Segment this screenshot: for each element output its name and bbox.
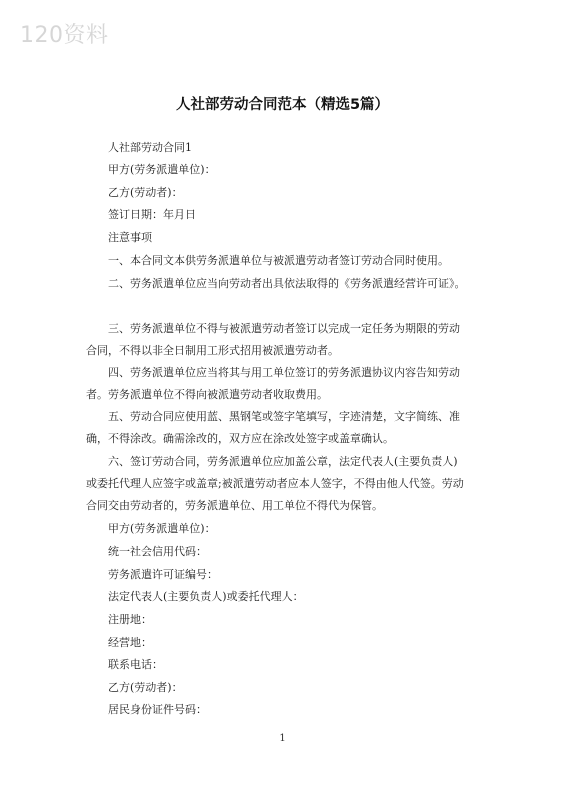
license-number-label: 劳务派遣许可证编号： — [108, 568, 218, 581]
party-a-form-label: 甲方(劳务派遣单位)： — [108, 522, 216, 535]
note-6-line-3: 合同交由劳动者的，劳务派遣单位、用工单位不得代为保管。 — [86, 499, 383, 512]
party-b-label: 乙方(劳动者)： — [108, 186, 183, 199]
note-3-line-2: 合同，不得以非全日制用工形式招用被派遣劳动者。 — [86, 344, 339, 357]
contract-heading: 人社部劳动合同1 — [108, 141, 192, 154]
note-4-line-2: 者。劳务派遣单位不得向被派遣劳动者收取费用。 — [86, 388, 328, 401]
sign-date-label: 签订日期：年月日 — [108, 208, 196, 221]
business-address-label: 经营地： — [108, 636, 152, 649]
registered-address-label: 注册地： — [108, 613, 152, 626]
party-a-label: 甲方(劳务派遣单位)： — [108, 163, 216, 176]
note-6-line-2: 或委托代理人应签字或盖章;被派遣劳动者应本人签字，不得由他人代签。劳动 — [86, 477, 464, 490]
note-3-line-1: 三、劳务派遣单位不得与被派遣劳动者签订以完成一定任务为期限的劳动 — [108, 322, 460, 335]
legal-rep-label: 法定代表人(主要负责人)或委托代理人： — [108, 590, 304, 603]
id-number-label: 居民身份证件号码： — [108, 703, 207, 716]
page-number: 1 — [279, 733, 286, 744]
watermark-logo: 120资料 — [20, 23, 109, 48]
note-6-line-1: 六、签订劳动合同，劳务派遣单位应加盖公章，法定代表人(主要负责人) — [108, 455, 458, 468]
notes-heading: 注意事项 — [108, 231, 152, 244]
note-4-line-1: 四、劳务派遣单位应当将其与用工单位签订的劳务派遣协议内容告知劳动 — [108, 366, 460, 379]
note-1: 一、本合同文本供劳务派遣单位与被派遣劳动者签订劳动合同时使用。 — [108, 254, 449, 267]
note-5-line-1: 五、劳动合同应使用蓝、黑钢笔或签字笔填写，字迹清楚，文字简练、准 — [108, 410, 460, 423]
party-b-form-label: 乙方(劳动者)： — [108, 681, 183, 694]
note-5-line-2: 确，不得涂改。确需涂改的，双方应在涂改处签字或盖章确认。 — [86, 432, 394, 445]
document-title: 人社部劳动合同范本（精选5篇） — [175, 97, 390, 113]
credit-code-label: 统一社会信用代码： — [108, 545, 207, 558]
phone-label: 联系电话： — [108, 658, 163, 671]
note-2: 二、劳务派遣单位应当向劳动者出具依法取得的《劳务派遣经营许可证》。 — [108, 277, 466, 290]
